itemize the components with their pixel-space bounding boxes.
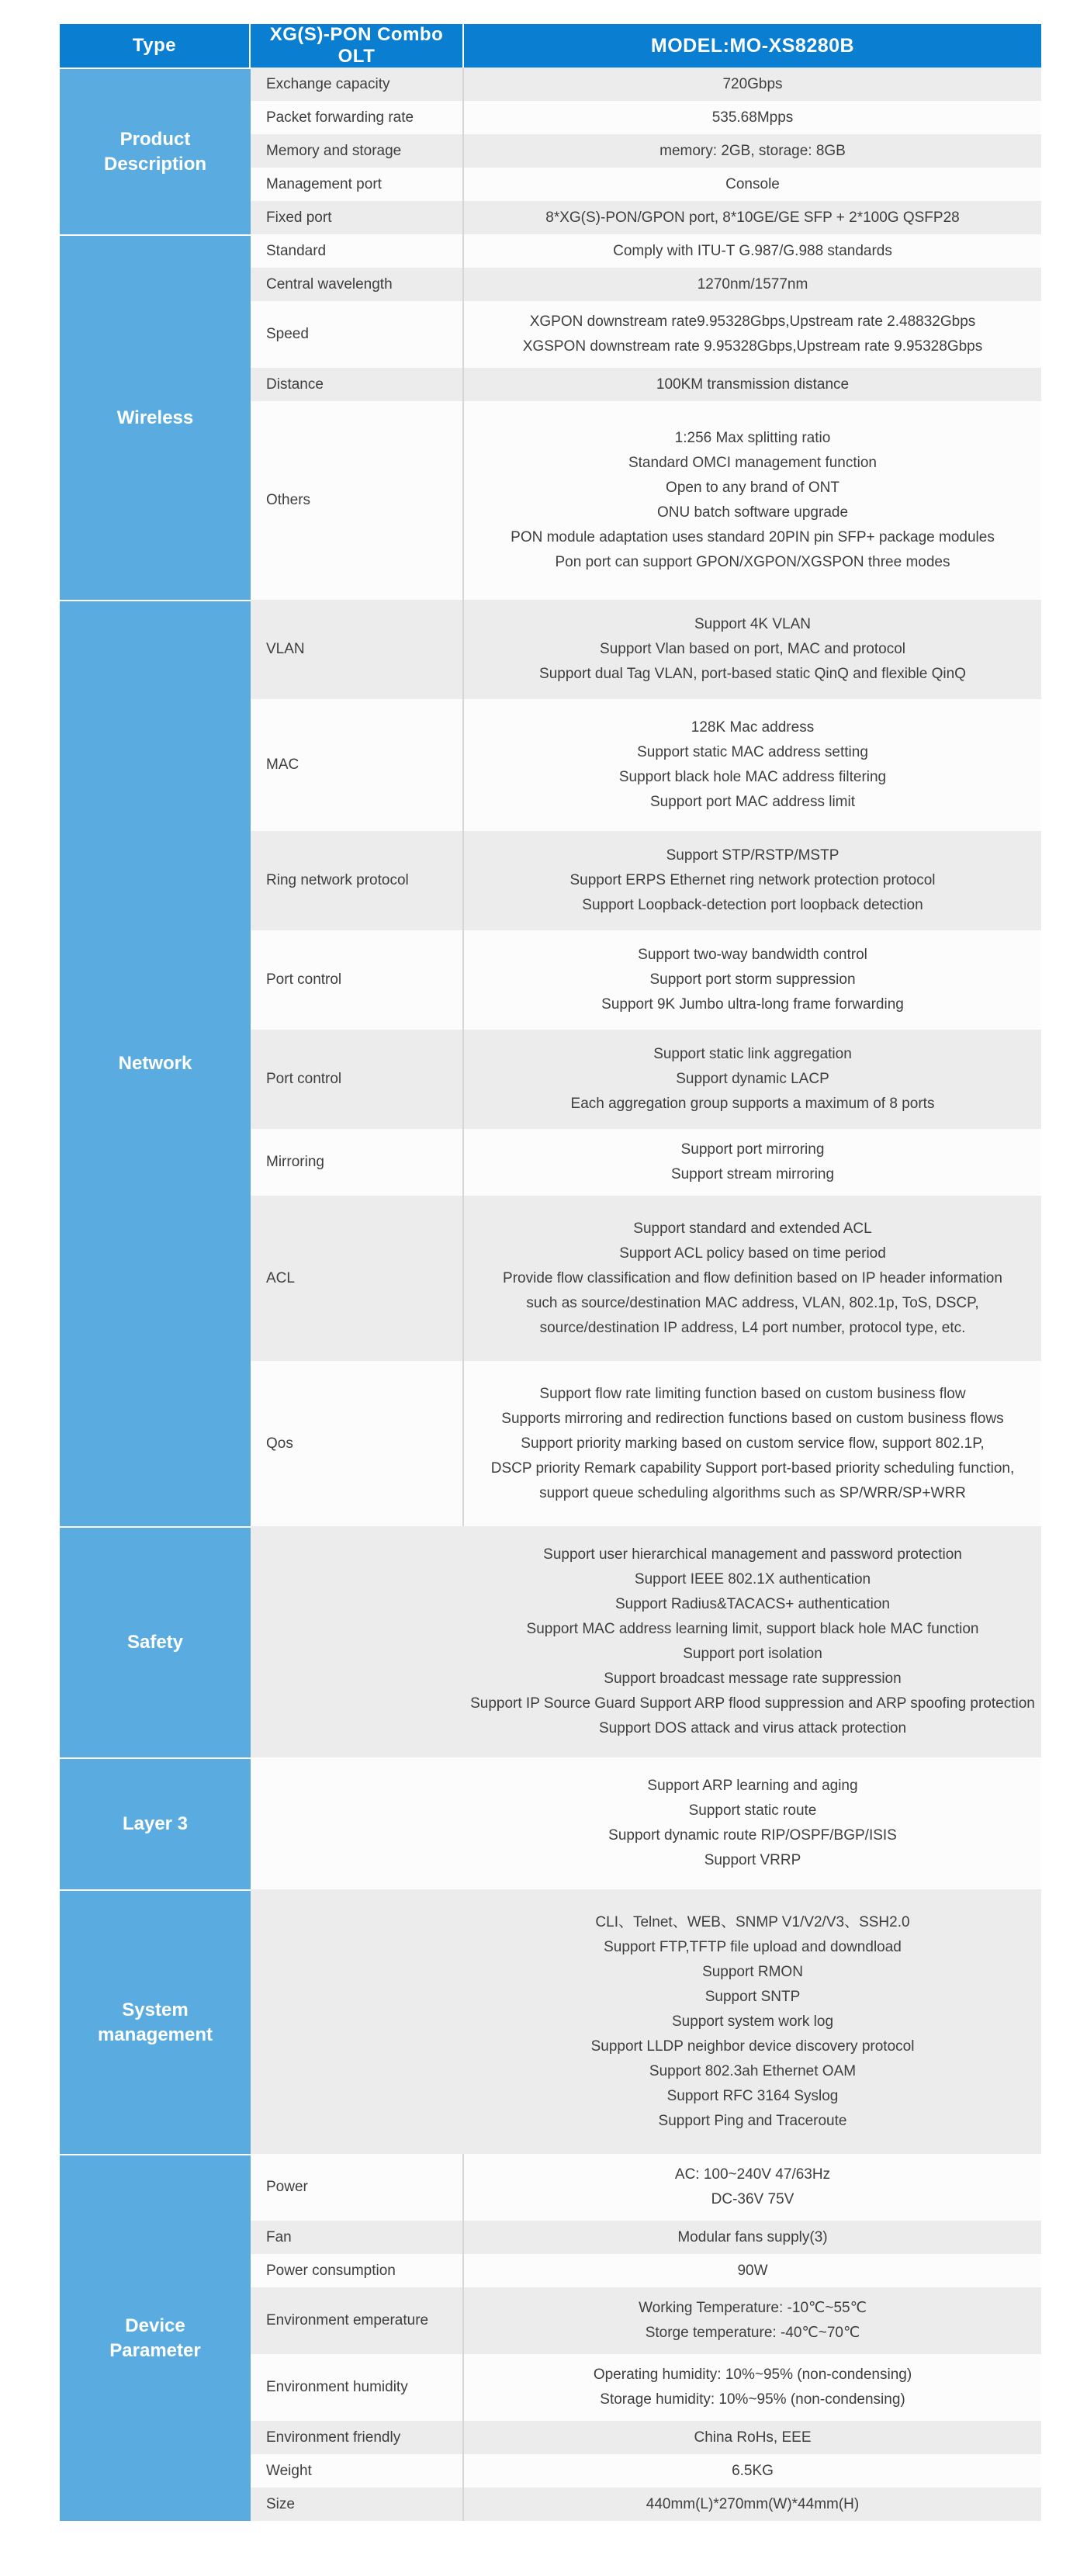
spec-value-line: Support system work log (671, 2013, 834, 2030)
spec-value-line: Support IEEE 802.1X authentication (634, 1571, 871, 1587)
spec-label: Memory and storage (251, 134, 464, 168)
spec-value-line: Support static route (688, 1802, 817, 1819)
spec-value-line: Support dynamic LACP (676, 1071, 829, 1087)
spec-label: Qos (251, 1361, 464, 1526)
spec-value-line: 720Gbps (722, 75, 783, 92)
spec-value-line: Support 9K Jumbo ultra-long frame forwarding (601, 996, 904, 1013)
spec-label: Central wavelength (251, 268, 464, 301)
spec-label: Ring network protocol (251, 831, 464, 930)
spec-value-line: PON module adaptation uses standard 20PIN pin SFP+ package modules (511, 529, 995, 545)
spec-value-line: Console (725, 175, 780, 192)
spec-value-line: Support dual Tag VLAN, port-based static QinQ and flexible QinQ (539, 666, 966, 682)
spec-value-line: Support ARP learning and aging (647, 1778, 858, 1794)
spec-value-line: Provide flow classification and flow definition based on IP header information (503, 1269, 1002, 1286)
spec-value-line: 128K Mac address (691, 719, 815, 736)
spec-value-line: 6.5KG (732, 2462, 774, 2479)
spec-label: Fixed port (251, 201, 464, 234)
spec-value-line: Support stream mirroring (670, 1166, 835, 1182)
spec-value-line: Support port isolation (683, 1646, 822, 1662)
spec-label: Power consumption (251, 2254, 464, 2287)
spec-value-line: Operating humidity: 10%~95% (non-condensing) (593, 2367, 912, 2383)
spec-value (464, 930, 1041, 1030)
spec-value (464, 2254, 1041, 2287)
spec-value-line: Support static link aggregation (653, 1046, 852, 1062)
spec-row (60, 68, 1041, 101)
spec-value-line: Support dynamic route RIP/OSPF/BGP/ISIS (608, 1827, 897, 1844)
header-model: MODEL:MO-XS8280B (464, 24, 1041, 68)
spec-value-line: Support standard and extended ACL (633, 1220, 872, 1237)
spec-value (464, 600, 1041, 699)
category-cell (60, 2154, 251, 2521)
spec-value-line: Support Radius&TACACS+ authentication (615, 1596, 890, 1612)
spec-label: Management port (251, 168, 464, 201)
spec-sheet (60, 24, 1041, 2521)
spec-value-line: Support VRRP (704, 1852, 801, 1868)
spec-value-line: Support ERPS Ethernet ring network protection protocol (569, 872, 936, 888)
spec-value (464, 831, 1041, 930)
spec-value-line: Pon port can support GPON/XGPON/XGSPON three modes (555, 554, 950, 570)
spec-label: Environment emperature (251, 2287, 464, 2354)
spec-row (60, 1889, 1041, 2154)
spec-value-line: such as source/destination MAC address, VLAN, 802.1p, ToS, DSCP, (526, 1294, 979, 1311)
spec-label: Size (251, 2488, 464, 2521)
spec-value (464, 201, 1041, 234)
spec-value-line: DSCP priority Remark capability Support port-based priority scheduling function, (490, 1459, 1015, 1477)
spec-value-line: China RoHs, EEE (694, 2429, 812, 2446)
category-cell: Network (60, 600, 251, 1526)
spec-value-line: Support priority marking based on custom service flow, support 802.1P, (521, 1435, 985, 1452)
spec-value (464, 2221, 1041, 2254)
spec-value (464, 2154, 1041, 2221)
spec-value (464, 699, 1041, 831)
spec-label: ACL (251, 1196, 464, 1361)
spec-label: Standard (251, 234, 464, 268)
spec-row (60, 234, 1041, 268)
spec-value-line: Support flow rate limiting function based on custom business flow (539, 1385, 966, 1402)
spec-value-line: 1:256 Max splitting ratio (674, 430, 831, 446)
spec-label: Port control (251, 1030, 464, 1129)
spec-value-line: memory: 2GB, storage: 8GB (659, 142, 846, 159)
spec-value (464, 2287, 1041, 2354)
category-cell: Wireless (60, 234, 251, 600)
spec-value-line: Support FTP,TFTP file upload and downdload (604, 1938, 902, 1955)
spec-value-line: Support port storm suppression (649, 971, 856, 988)
header-product: XG(S)-PON Combo OLT (251, 24, 464, 68)
spec-value (251, 1889, 1041, 2154)
spec-value-line: Supports mirroring and redirection functions based on custom business flows (501, 1410, 1004, 1427)
spec-value-line: Support user hierarchical management and password protection (543, 1546, 962, 1563)
spec-value (464, 168, 1041, 201)
spec-label: Others (251, 401, 464, 600)
header-type: Type (60, 24, 251, 68)
spec-value (464, 301, 1041, 368)
spec-value (464, 268, 1041, 301)
spec-value-line: Storage humidity: 10%~95% (non-condensing) (600, 2391, 905, 2408)
spec-value-line: Support Ping and Traceroute (658, 2112, 847, 2129)
spec-value-line: Support port MAC address limit (650, 794, 855, 810)
spec-value-line: Support two-way bandwidth control (638, 947, 867, 963)
spec-value-line: Support broadcast message rate suppression (604, 1671, 902, 1687)
spec-value-line: XGPON downstream rate9.95328Gbps,Upstream rate 2.48832Gbps (529, 313, 976, 330)
spec-value-line: Support port mirroring (680, 1141, 825, 1158)
spec-label: Power (251, 2154, 464, 2221)
spec-value-line: Support MAC address learning limit, support black hole MAC function (526, 1621, 979, 1637)
spec-value-line: AC: 100~240V 47/63Hz (674, 2166, 831, 2183)
spec-value-line: 90W (737, 2262, 768, 2279)
spec-label: Mirroring (251, 1129, 464, 1196)
spec-value-line: 1270nm/1577nm (697, 275, 808, 293)
category-cell (60, 1889, 251, 2154)
spec-value-line: Support DOS attack and virus attack protection (598, 1720, 907, 1736)
spec-value-line: 440mm(L)*270mm(W)*44mm(H) (646, 2495, 860, 2512)
spec-value-line: Open to any brand of ONT (666, 480, 839, 496)
spec-value-line: DC-36V 75V (711, 2191, 794, 2207)
spec-value (464, 2354, 1041, 2421)
spec-value-line: Support ACL policy based on time period (619, 1245, 886, 1262)
spec-row (60, 1757, 1041, 1889)
spec-value-line: Support RFC 3164 Syslog (666, 2087, 839, 2104)
spec-value (464, 368, 1041, 401)
spec-value-line: support queue scheduling algorithms such as SP/WRR/SP+WRR (539, 1484, 966, 1501)
spec-value-line: Support STP/RSTP/MSTP (666, 847, 839, 864)
spec-value-line: Support LLDP neighbor device discovery protocol (590, 2038, 915, 2055)
spec-value-line: 535.68Mpps (711, 109, 794, 126)
spec-table (60, 24, 1041, 2521)
spec-value-line: 8*XG(S)-PON/GPON port, 8*10GE/GE SFP + 2*100G QSFP28 (545, 209, 960, 226)
spec-value-line: XGSPON downstream rate 9.95328Gbps,Upstream rate 9.95328Gbps (522, 338, 983, 355)
spec-value (464, 401, 1041, 600)
spec-label: MAC (251, 699, 464, 831)
spec-label: Weight (251, 2454, 464, 2488)
spec-label: VLAN (251, 600, 464, 699)
spec-value-line: Standard OMCI management function (628, 455, 877, 471)
spec-value (251, 1526, 1041, 1757)
spec-value (464, 101, 1041, 134)
category-cell (60, 68, 251, 234)
spec-row (60, 2154, 1041, 2221)
spec-value-line: Working Temperature: -10℃~55℃ (639, 2300, 867, 2316)
spec-value (251, 1757, 1041, 1889)
spec-label: Environment friendly (251, 2421, 464, 2454)
spec-label: Fan (251, 2221, 464, 2254)
header-row (60, 24, 1041, 68)
category-cell: Layer 3 (60, 1757, 251, 1889)
spec-row (60, 600, 1041, 699)
spec-label: Port control (251, 930, 464, 1030)
spec-label: Environment humidity (251, 2354, 464, 2421)
spec-label: Packet forwarding rate (251, 101, 464, 134)
spec-value-line: Support IP Source Guard Support ARP flood suppression and ARP spoofing protection (470, 1695, 1035, 1712)
spec-value-line: CLI、Telnet、WEB、SNMP V1/V2/V3、SSH2.0 (595, 1913, 910, 1930)
spec-value (464, 68, 1041, 101)
category-label: Device Parameter (109, 2315, 201, 2361)
spec-value-line: Support 4K VLAN (694, 616, 811, 632)
spec-value-line: Support Loopback-detection port loopback detection (582, 897, 923, 913)
spec-label: Speed (251, 301, 464, 368)
spec-value-line: Modular fans supply(3) (677, 2228, 828, 2245)
spec-label: Distance (251, 368, 464, 401)
spec-value (464, 234, 1041, 268)
spec-body (60, 68, 1041, 2521)
spec-value (464, 1030, 1041, 1129)
spec-label: Exchange capacity (251, 68, 464, 101)
spec-value (464, 1196, 1041, 1361)
spec-row (60, 1526, 1041, 1757)
category-cell: Safety (60, 1526, 251, 1757)
spec-value-line: Support 802.3ah Ethernet OAM (649, 2062, 857, 2079)
spec-value-line: Support black hole MAC address filtering (618, 769, 887, 785)
spec-value-line: Support RMON (702, 1963, 803, 1980)
spec-value (464, 1361, 1041, 1526)
spec-value-line: Comply with ITU-T G.987/G.988 standards (613, 242, 892, 259)
spec-value-line: Support SNTP (704, 1988, 801, 2005)
spec-value-line: 100KM transmission distance (656, 376, 850, 393)
spec-value (464, 2488, 1041, 2521)
spec-value (464, 1129, 1041, 1196)
spec-value (464, 2421, 1041, 2454)
spec-value (464, 134, 1041, 168)
spec-value-line: Support static MAC address setting (637, 744, 868, 760)
category-label: Product Description (103, 128, 207, 175)
spec-value-line: Storge temperature: -40℃~70℃ (645, 2325, 860, 2341)
spec-value-line: Each aggregation group supports a maximum of 8 ports (570, 1096, 935, 1112)
spec-value (464, 2454, 1041, 2488)
spec-value-line: Support Vlan based on port, MAC and protocol (600, 641, 905, 657)
spec-value-line: source/destination IP address, L4 port number, protocol type, etc. (539, 1319, 966, 1336)
spec-value-line: ONU batch software upgrade (656, 504, 849, 521)
category-label: System management (97, 1999, 213, 2045)
